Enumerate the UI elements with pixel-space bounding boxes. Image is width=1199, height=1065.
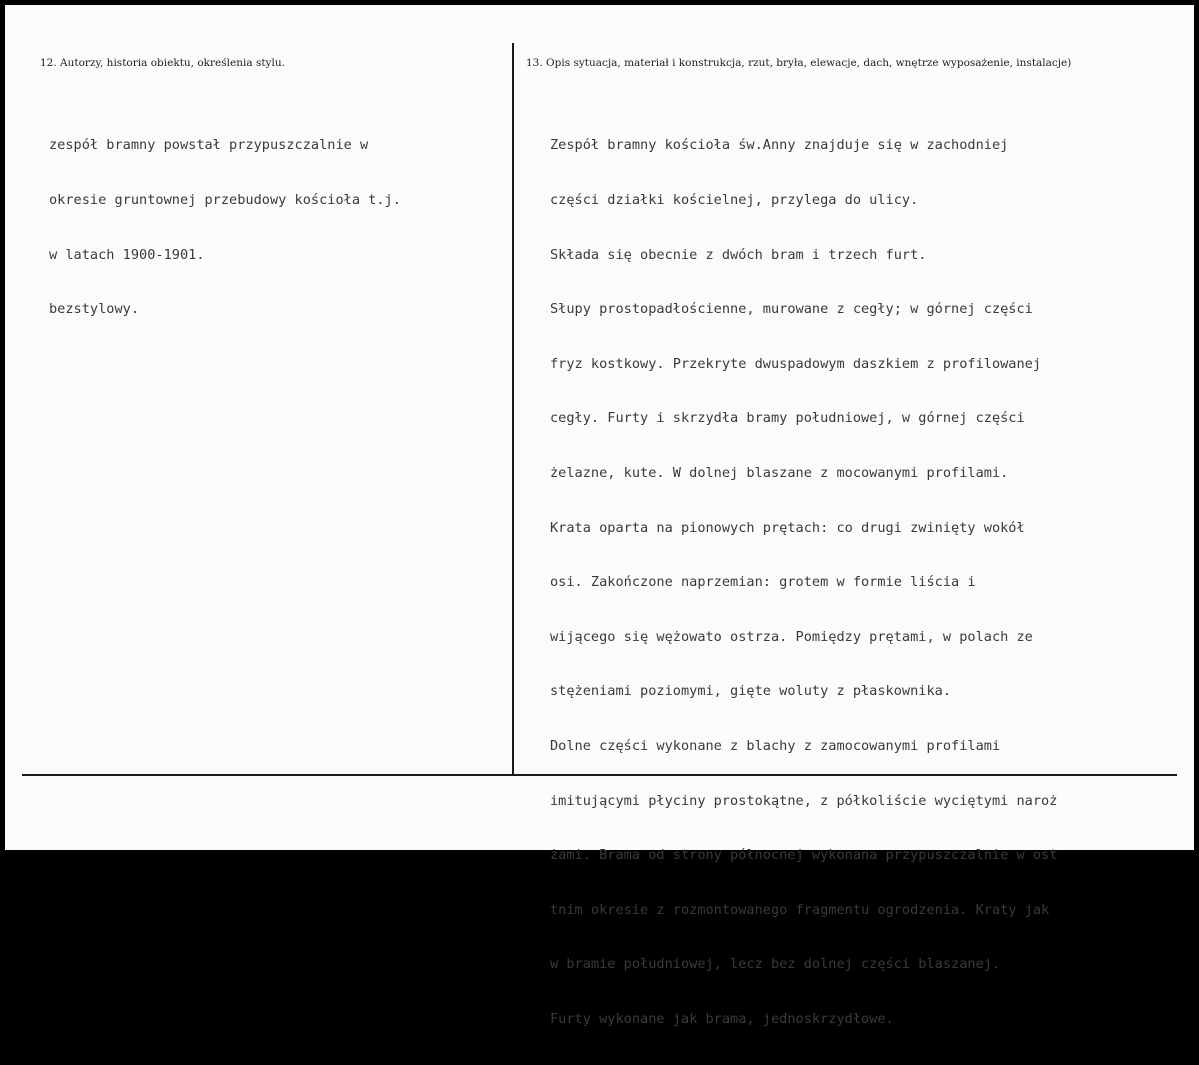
text-line: w latach 1900-1901. — [49, 246, 205, 263]
text-line: części działki kościelnej, przylega do ulicy. — [550, 192, 919, 208]
text-line: Krata oparta na pionowych prętach: co drugi zwinięty wokół — [550, 519, 1025, 536]
section-13-header: 13. Opis sytuacja, materiał i konstrukcja, rzut, bryła, elewacje, dach, wnętrze wyposażenie, instalacje) — [526, 57, 1072, 69]
text-line: w bramie południowej, lecz bez dolnej części blaszanej. — [550, 956, 1001, 973]
text-line: okresie gruntownej przebudowy kościoła t.j. — [49, 192, 401, 208]
text-line: wijącego się wężowato ostrza. Pomiędzy prętami, w polach ze — [550, 628, 1033, 645]
section-12-header: 12. Autorzy, historia obiektu, określenia stylu. — [40, 57, 285, 69]
text-line: Furty wykonane jak brama, jednoskrzydłowe. — [550, 1010, 894, 1027]
text-line: Słupy prostopadłościenne, murowane z cegły; w górnej części — [550, 301, 1033, 318]
text-line: żami. Brama od strony północnej wykonana przypuszczalnie w ost — [550, 847, 1058, 864]
text-line: imitującymi płyciny prostokątne, z półkoliście wyciętymi naroż — [550, 792, 1058, 809]
column-divider — [512, 43, 514, 776]
text-line: stężeniami poziomymi, gięte woluty z płaskownika. — [550, 683, 952, 700]
text-line: tnim okresie z rozmontowanego fragmentu ogrodzenia. Kraty jak — [550, 901, 1050, 918]
text-line: fryz kostkowy. Przekryte dwuspadowym daszkiem z profilowanej — [550, 355, 1042, 372]
section-12-text — [49, 100, 401, 355]
text-line: Zespół bramny kościoła św.Anny znajduje się w zachodniej — [550, 137, 1009, 154]
text-line: Dolne części wykonane z blachy z zamocowanymi profilami — [550, 737, 1001, 754]
text-line: zespół bramny powstał przypuszczalnie w — [49, 137, 369, 154]
text-line: żelazne, kute. W dolnej blaszane z mocowanymi profilami. — [550, 464, 1009, 481]
text-line: bezstylowy. — [49, 301, 140, 318]
text-line: osi. Zakończone naprzemian: grotem w formie liścia i — [550, 574, 976, 591]
section-13-text — [550, 100, 1190, 1065]
text-line: cegły. Furty i skrzydła bramy południowej, w górnej części — [550, 410, 1025, 427]
text-line: Składa się obecnie z dwóch bram i trzech furt. — [550, 246, 927, 263]
document-page — [5, 5, 1194, 1027]
